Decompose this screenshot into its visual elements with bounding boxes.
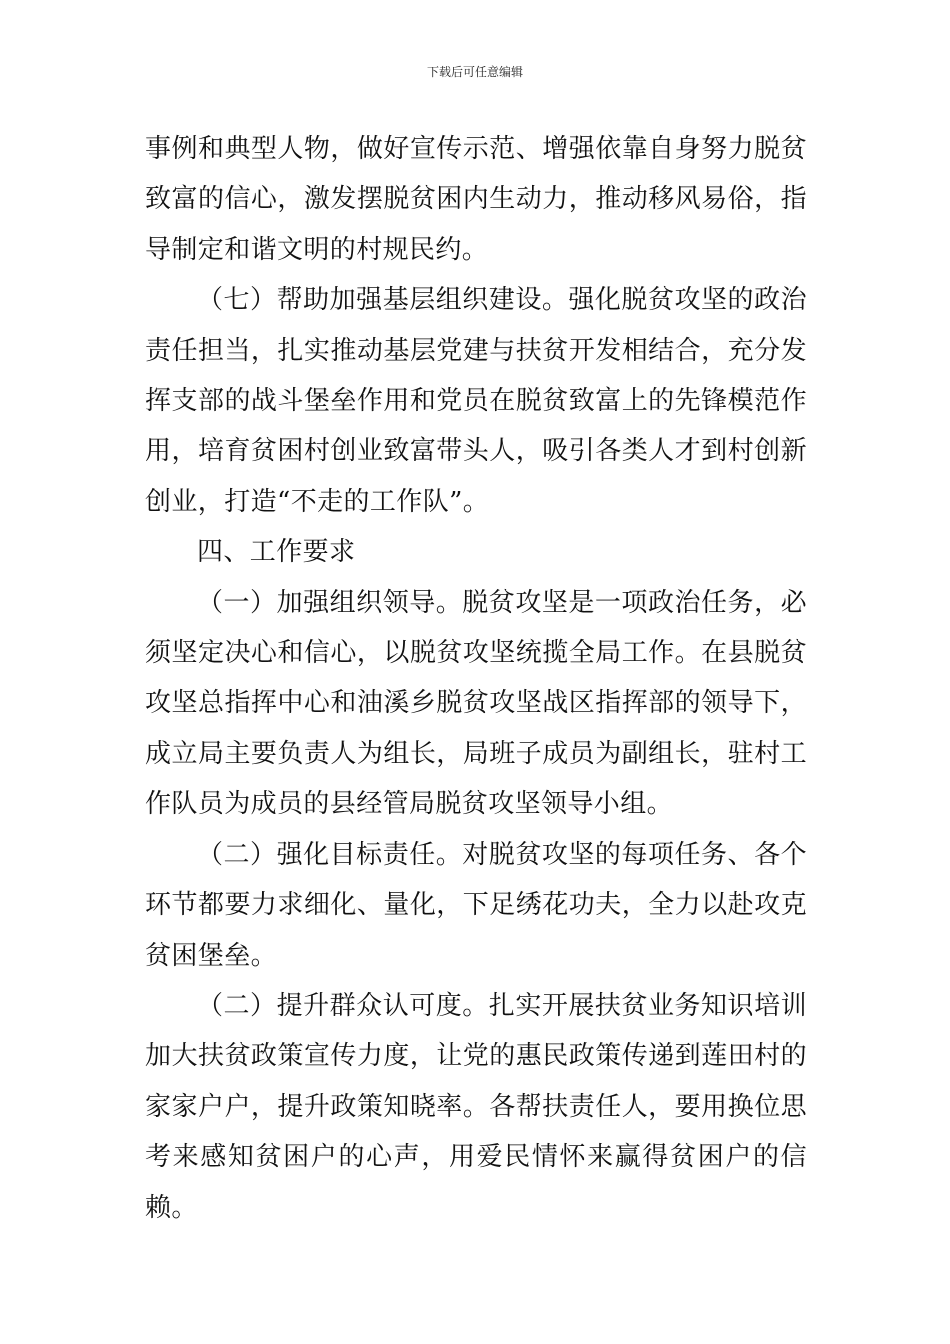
- section-heading-work-requirements: 四、工作要求: [197, 537, 356, 568]
- paragraph-section-7: （七）帮助加强基层组织建设。强化脱贫攻坚的政治责任担当，扎实推动基层党建与扶贫开发相结合，充分发挥支部的战斗堡垒作用和党员在脱贫致富上的先锋模范作用，培育贫困村创业致富带头人，吸引各类人才到村创新创业，打造“不走的工作队”。: [145, 285, 807, 517]
- paragraph-requirement-3: （二）提升群众认可度。扎实开展扶贫业务知识培训加大扶贫政策宣传力度，让党的惠民政策传递到莲田村的家家户户，提升政策知晓率。各帮扶责任人，要用换位思考来感知贫困户的心声，用爱民情怀来赢得贫困户的信赖。: [145, 990, 807, 1223]
- paragraph-requirement-2: （二）强化目标责任。对脱贫攻坚的每项任务、各个环节都要力求细化、量化，下足绣花功夫，全力以赴攻克贫困堡垒。: [145, 839, 807, 971]
- paragraph-continuation: 事例和典型人物，做好宣传示范、增强依靠自身努力脱贫致富的信心，激发摆脱贫困内生动力，推动移风易俗，指导制定和谐文明的村规民约。: [145, 134, 807, 265]
- page-header: 下载后可任意编辑: [426, 65, 523, 79]
- document-body: [145, 124, 807, 1233]
- paragraph-requirement-1: （一）加强组织领导。脱贫攻坚是一项政治任务，必须坚定决心和信心，以脱贫攻坚统揽全局工作。在县脱贫攻坚总指挥中心和油溪乡脱贫攻坚战区指挥部的领导下，成立局主要负责人为组长，局班子成员为副组长，驻村工作队员为成员的县经管局脱贫攻坚领导小组。: [145, 587, 807, 820]
